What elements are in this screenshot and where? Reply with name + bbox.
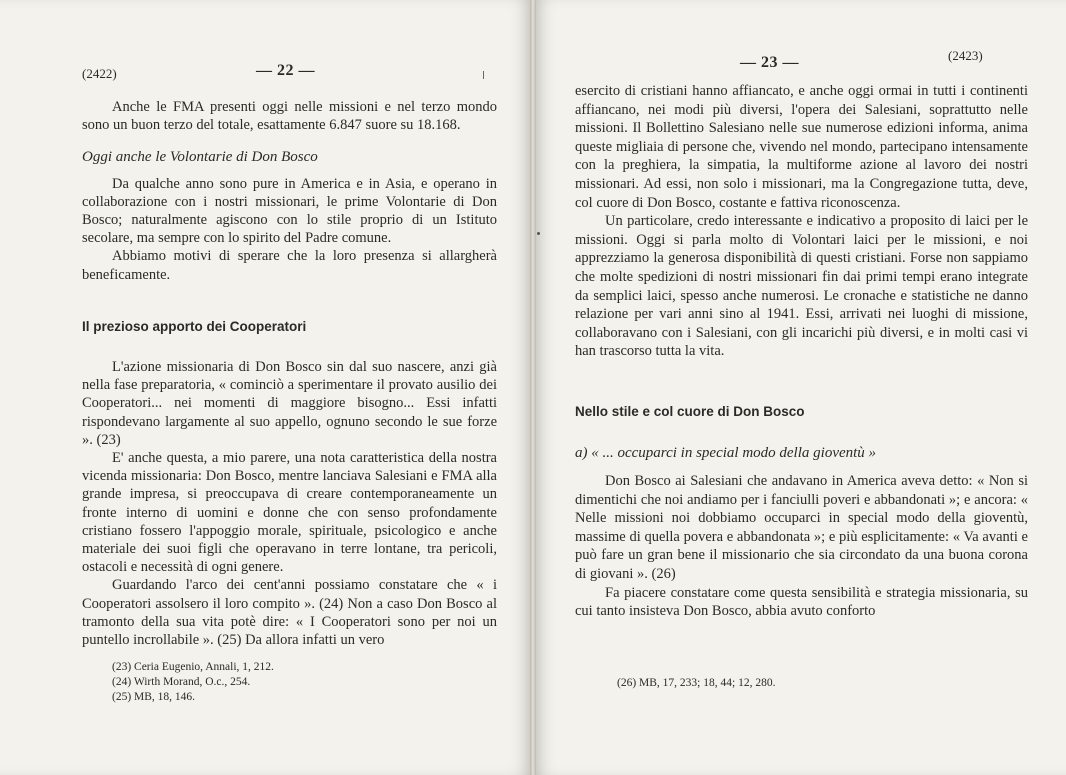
sub-heading: a) « ... occuparci in special modo della gioventù » (575, 444, 877, 461)
footnote: (25) MB, 18, 146. (112, 691, 196, 703)
section-heading: Nello stile e col cuore di Don Bosco (575, 403, 805, 419)
left-header-code: (2422) (82, 66, 117, 81)
right-page-body (575, 82, 1028, 621)
paragraph: esercito di cristiani hanno affiancato, e anche oggi ormai in tutti i continenti affiancano, nei modi più diversi, l'opera dei Salesiani, soprattutto nelle missioni. Il Bollettino Salesiano nelle sue numerose edizioni informa, anima queste migliaia di persone che, vivendo nel mondo, partecipano intensamente con la preghiera, la simpatia, la multiforme azione al lavoro dei nostri missionari. Ad essi, non solo i missionari, ma la Congregazione tutta, deve, col cuore di Don Bosco, costante e fattiva riconoscenza. (575, 83, 1028, 211)
paragraph: Fa piacere constatare come questa sensibilità e strategia missionaria, su cui tanto insisteva Don Bosco, abbia avuto conforto (575, 584, 1028, 620)
paragraph: Don Bosco ai Salesiani che andavano in America aveva detto: « Non si dimentichi che noi andiamo per i fanciulli poveri e abbandonati »; e ancora: « Nelle missioni noi dobbiamo occuparci in special modo della gioventù, massime di quella povera e abbandonata »; e più esplicitamente: « Va avanti e può fare un gran bene il missionario che sia circondato da una buona corona di giovani ». (26) (575, 473, 1028, 583)
footnote: (23) Ceria Eugenio, Annali, 1, 212. (112, 661, 274, 673)
right-header-code: (2423) (948, 48, 983, 63)
paragraph: L'azione missionaria di Don Bosco sin dal suo nascere, anzi già nella fase preparatoria, « cominciò a sperimentare il provato ausilio dei Cooperatori... nei momenti di maggiore bisogno... Essi infatti rispondevano largamente al suo appello, ognuno secondo le sue forze ». (23) (82, 359, 497, 448)
footnote: (26) MB, 17, 233; 18, 44; 12, 280. (617, 677, 776, 689)
paragraph: E' anche questa, a mio parere, una nota caratteristica della nostra vicenda missionaria: Don Bosco, mentre lanciava Salesiani e FMA alla grande impresa, si preoccupava di creare contemporaneamente un fronte interno di uomini e donne che con senso profondamente cristiano fossero l'appoggio morale, spirituale, psicologico e anche materiale dei suoi figli che operavano in terre lontane, tra pericoli, ostacoli e necessità di ogni genere. (82, 450, 497, 576)
right-page-number: — 23 — (740, 54, 799, 71)
book-gutter (530, 0, 536, 775)
right-page (533, 0, 1066, 775)
section-heading: Oggi anche le Volontarie di Don Bosco (82, 149, 318, 166)
left-footnotes (112, 660, 274, 705)
footnote: (24) Wirth Morand, O.c., 254. (112, 676, 251, 688)
section-heading: Il prezioso apporto dei Cooperatori (82, 318, 307, 334)
margin-speck (537, 232, 540, 235)
paragraph: Abbiamo motivi di sperare che la loro presenza si allargherà beneficamente. (82, 248, 497, 283)
left-page-number: — 22 — (256, 62, 315, 79)
paragraph: Anche le FMA presenti oggi nelle missioni e nel terzo mondo sono un buon terzo del totale, esattamente 6.847 suore su 18.168. (82, 99, 497, 134)
right-footnotes (617, 676, 775, 691)
paragraph: Un particolare, credo interessante e indicativo a proposito di laici per le missioni. Oggi si parla molto di Volontari laici per le missioni, e noi apprezziamo la generosa disponibilità di questi cristiani. Forse non sappiamo che molte spedizioni di nostri missionari fin dai primi tempi erano integrate da semplici laici, spesso anche numerosi. Le cronache e statistiche ne danno relazione per vari anni sino al 1941. Essi, arrivati nei luoghi di missione, collaboravano con i Salesiani, con gli incarichi più diversi, e in molti casi vi han trascorso tutta la vita. (575, 213, 1028, 360)
paragraph: Da qualche anno sono pure in America e in Asia, e operano in collaborazione con i nostri missionari, le prime Volontarie di Don Bosco; naturalmente agiscono con lo stile proprio di un Istituto secolare, ma sempre con lo spirito del Padre comune. (82, 175, 497, 247)
left-page-body (82, 98, 497, 649)
header-tick-mark (483, 71, 484, 79)
paragraph: Guardando l'arco dei cent'anni possiamo constatare che « i Cooperatori assolsero il loro compito ». (24) Non a caso Don Bosco al tramonto della sua vita potè dire: « I Cooperatori sono per noi un puntello incrollabile ». (25) Da allora infatti un vero (82, 577, 497, 649)
